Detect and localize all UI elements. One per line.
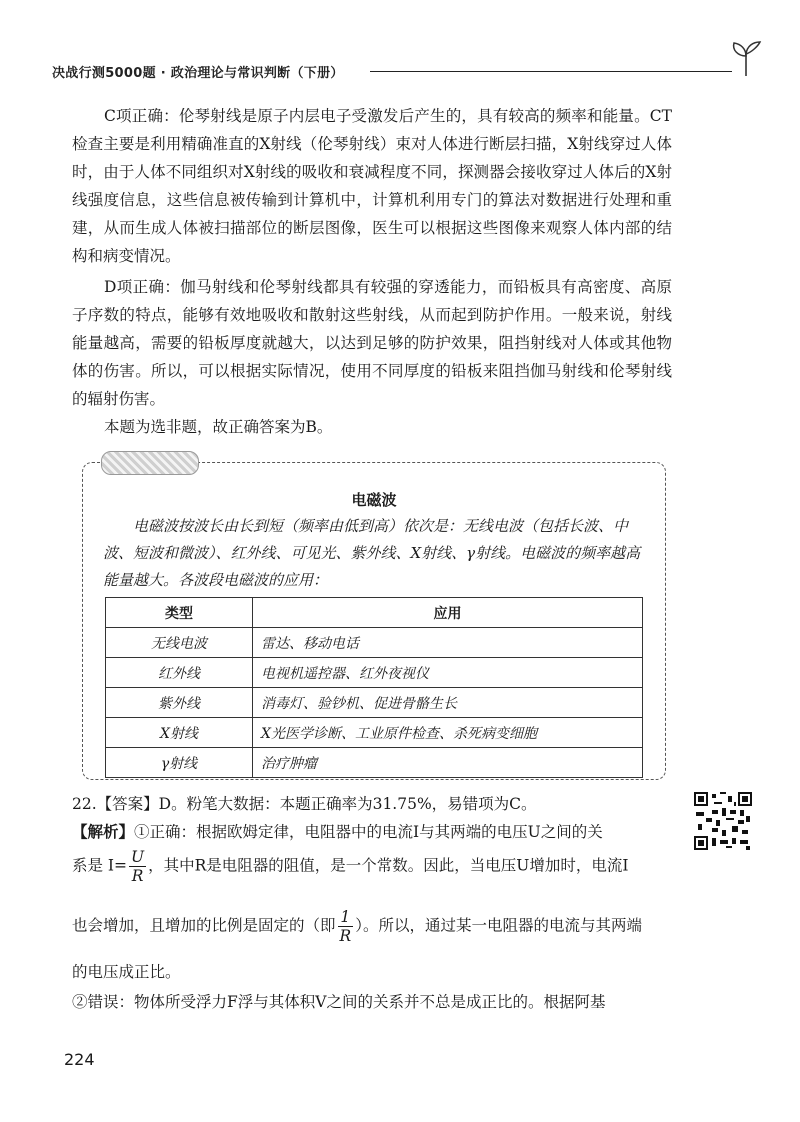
paragraph-option-c: C项正确：伦琴射线是原子内层电子受激发后产生的，具有较高的频率和能量。CT检查主要是利用精确准直的X射线（伦琴射线）束对人体进行断层扫描，X射线穿过人体时，由于人体不同组织对X射线的吸收和衰减程度不同，探测器会接收穿过人体后的X射线强度信息，这些信息被传输到计算机中，计算机利用专门的算法对数据进行处理和重建，从而生成人体被扫描部位的断层图像，医生可以根据这些图像来观察人体内部的结构和病变情况。 <box>72 107 672 265</box>
table-row <box>106 628 643 658</box>
qr-code-icon[interactable] <box>694 792 752 850</box>
table-cell-type: 红外线 <box>106 658 253 688</box>
table-cell-app: 电视机遥控器、红外夜视仪 <box>253 658 643 688</box>
box-title: 电磁波 <box>351 491 397 509</box>
analysis-text-3-pre: 也会增加，且增加的比例是固定的（即 <box>72 916 336 935</box>
table-cell-app: X光医学诊断、工业原件检查、杀死病变细胞 <box>253 718 643 748</box>
table-cell-app: 消毒灯、验钞机、促进骨骼生长 <box>253 688 643 718</box>
paragraph-option-d: D项正确：伽马射线和伦琴射线都具有较强的穿透能力，而铅板具有高密度、高原子序数的特点，能够有效地吸收和散射这些射线，从而起到防护作用。一般来说，射线能量越高，需要的铅板厚度就越大，以达到足够的防护效果，阻挡射线对人体或其他物体的伤害。所以，可以根据实际情况，使用不同厚度的铅板来阻挡伽马射线和伦琴射线的辐射伤害。 <box>72 278 672 408</box>
table-row <box>106 748 643 778</box>
analysis-line-5: ②错误：物体所受浮力F浮与其体积V之间的关系并不总是成正比的。根据阿基 <box>72 993 606 1011</box>
book-title: 决战行测5000题 · 政治理论与常识判断（下册） <box>52 66 344 81</box>
analysis-text-3-post: ）。所以，通过某一电阻器的电流与其两端 <box>355 916 642 935</box>
table-row <box>106 658 643 688</box>
table-row <box>106 718 643 748</box>
fraction-numerator: 1 <box>338 908 354 927</box>
analysis-line-2 <box>72 848 672 885</box>
ratio-fraction <box>338 908 354 945</box>
analysis-text-2-pre: 系是 I= <box>72 856 128 875</box>
question-22-answer: 22.【答案】D。粉笔大数据：本题正确率为31.75%，易错项为C。 <box>72 795 537 813</box>
table-cell-type: γ射线 <box>106 748 253 778</box>
em-wave-table <box>105 597 643 778</box>
analysis-text-2-post: ，其中R是电阻器的阻值，是一个常数。因此，当电压U增加时，电流I <box>148 856 629 875</box>
table-header-row <box>106 598 643 628</box>
page-number: 224 <box>64 1050 95 1069</box>
analysis-line-4: 的电压成正比。 <box>72 963 181 981</box>
fraction-denominator: R <box>339 927 352 945</box>
paragraph-conclusion: 本题为选非题，故正确答案为B。 <box>104 418 333 436</box>
header-rule <box>370 71 732 72</box>
table-cell-type: 无线电波 <box>106 628 253 658</box>
analysis-line-3 <box>72 908 672 945</box>
ohm-fraction <box>129 848 146 885</box>
table-header-type: 类型 <box>106 598 253 628</box>
table-cell-app: 雷达、移动电话 <box>253 628 643 658</box>
knowledge-box <box>82 462 666 780</box>
sprout-icon <box>724 40 768 78</box>
table-row <box>106 688 643 718</box>
running-header <box>52 62 752 92</box>
table-cell-type: X射线 <box>106 718 253 748</box>
table-cell-app: 治疗肿瘤 <box>253 748 643 778</box>
analysis-line-1 <box>72 818 672 846</box>
table-header-app: 应用 <box>253 598 643 628</box>
analysis-tag: 【解析】 <box>72 822 135 841</box>
knowledge-badge-icon <box>101 451 199 475</box>
analysis-text-1: ①正确：根据欧姆定律，电阻器中的电流I与其两端的电压U之间的关 <box>134 823 603 841</box>
box-text: 电磁波按波长由长到短（频率由低到高）依次是：无线电波（包括长波、中波、短波和微波）、红外线、可见光、紫外线、X射线、γ射线。电磁波的频率越高能量越大。各波段电磁波的应用： <box>103 517 641 589</box>
fraction-denominator: R <box>131 867 144 885</box>
fraction-numerator: U <box>131 848 145 866</box>
table-cell-type: 紫外线 <box>106 688 253 718</box>
